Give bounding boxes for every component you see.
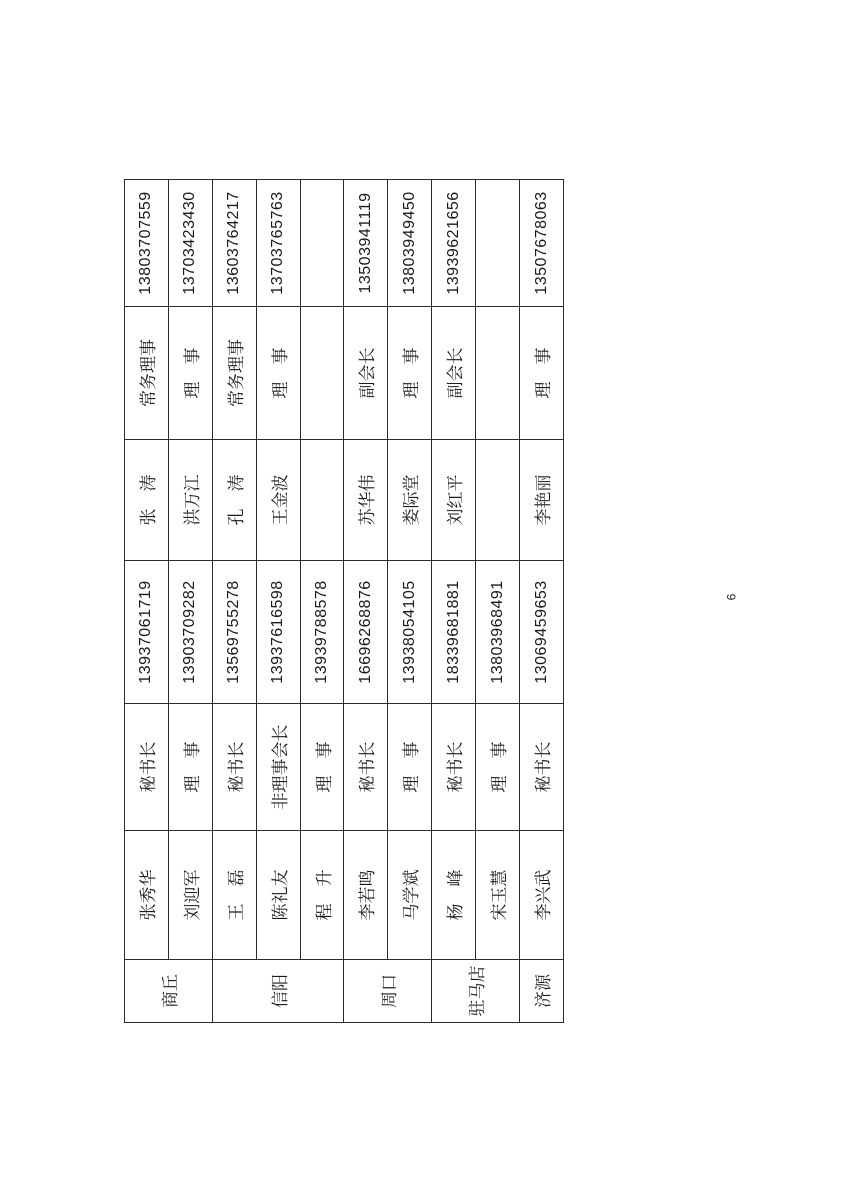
table-row <box>168 180 212 1023</box>
table-row <box>344 180 388 1023</box>
phone-cell: 13937616598 <box>256 561 300 704</box>
region-cell: 驻马店 <box>432 960 520 1023</box>
title-cell <box>476 307 520 440</box>
phone-cell: 18339681881 <box>432 561 476 704</box>
title-cell: 理 事 <box>300 704 344 831</box>
phone-cell: 13703423430 <box>168 180 212 307</box>
phone-cell: 13803968491 <box>476 561 520 704</box>
name-cell: 李兴武 <box>520 831 564 960</box>
table-row <box>432 180 476 1023</box>
phone-cell: 13938054105 <box>388 561 432 704</box>
title-cell: 理 事 <box>168 704 212 831</box>
title-cell: 副会长 <box>432 307 476 440</box>
title-cell: 秘书长 <box>520 704 564 831</box>
name-cell <box>300 440 344 561</box>
title-cell: 秘书长 <box>344 704 388 831</box>
name-cell: 张 涛 <box>125 440 169 561</box>
title-cell: 非理事会长 <box>256 704 300 831</box>
title-cell: 秘书长 <box>212 704 256 831</box>
name-cell: 刘红平 <box>432 440 476 561</box>
title-cell: 秘书长 <box>125 704 169 831</box>
name-cell: 刘迎军 <box>168 831 212 960</box>
phone-cell: 13939621656 <box>432 180 476 307</box>
phone-cell: 13569755278 <box>212 561 256 704</box>
phone-cell: 13603764217 <box>212 180 256 307</box>
title-cell <box>300 307 344 440</box>
title-cell: 常务理事 <box>212 307 256 440</box>
rotated-table-container <box>124 187 564 1023</box>
name-cell: 洪万江 <box>168 440 212 561</box>
name-cell: 杨 峰 <box>432 831 476 960</box>
phone-cell: 13937061719 <box>125 561 169 704</box>
title-cell: 常务理事 <box>125 307 169 440</box>
name-cell: 马学斌 <box>388 831 432 960</box>
name-cell: 张秀华 <box>125 831 169 960</box>
region-cell: 济源 <box>520 960 564 1023</box>
phone-cell <box>476 180 520 307</box>
title-cell: 理 事 <box>388 704 432 831</box>
table-row <box>388 180 432 1023</box>
title-cell: 理 事 <box>388 307 432 440</box>
phone-cell: 13803707559 <box>125 180 169 307</box>
table-row <box>212 180 256 1023</box>
name-cell: 程 升 <box>300 831 344 960</box>
name-cell: 陈礼友 <box>256 831 300 960</box>
phone-cell: 13939788578 <box>300 561 344 704</box>
name-cell: 李若鸣 <box>344 831 388 960</box>
title-cell: 理 事 <box>476 704 520 831</box>
phone-cell: 13803949450 <box>388 180 432 307</box>
table-row <box>300 180 344 1023</box>
title-cell: 理 事 <box>168 307 212 440</box>
phone-cell: 13069459653 <box>520 561 564 704</box>
name-cell: 娄际堂 <box>388 440 432 561</box>
title-cell: 理 事 <box>256 307 300 440</box>
title-cell: 秘书长 <box>432 704 476 831</box>
table-row <box>256 180 300 1023</box>
table-row <box>125 180 169 1023</box>
name-cell: 苏华伟 <box>344 440 388 561</box>
phone-cell: 13507678063 <box>520 180 564 307</box>
name-cell <box>476 440 520 561</box>
phone-cell: 13903709282 <box>168 561 212 704</box>
phone-cell: 16696268876 <box>344 561 388 704</box>
name-cell: 李艳丽 <box>520 440 564 561</box>
region-cell: 信阳 <box>212 960 344 1023</box>
page-number: 6 <box>724 593 739 601</box>
table-row <box>520 180 564 1023</box>
table-row <box>476 180 520 1023</box>
title-cell: 副会长 <box>344 307 388 440</box>
phone-cell <box>300 180 344 307</box>
region-cell: 周口 <box>344 960 432 1023</box>
name-cell: 孔 涛 <box>212 440 256 561</box>
name-cell: 王金波 <box>256 440 300 561</box>
region-cell: 商丘 <box>125 960 213 1023</box>
title-cell: 理 事 <box>520 307 564 440</box>
phone-cell: 13503941119 <box>344 180 388 307</box>
name-cell: 王 磊 <box>212 831 256 960</box>
name-cell: 宋玉慧 <box>476 831 520 960</box>
contact-table <box>124 179 564 1023</box>
phone-cell: 13703765763 <box>256 180 300 307</box>
